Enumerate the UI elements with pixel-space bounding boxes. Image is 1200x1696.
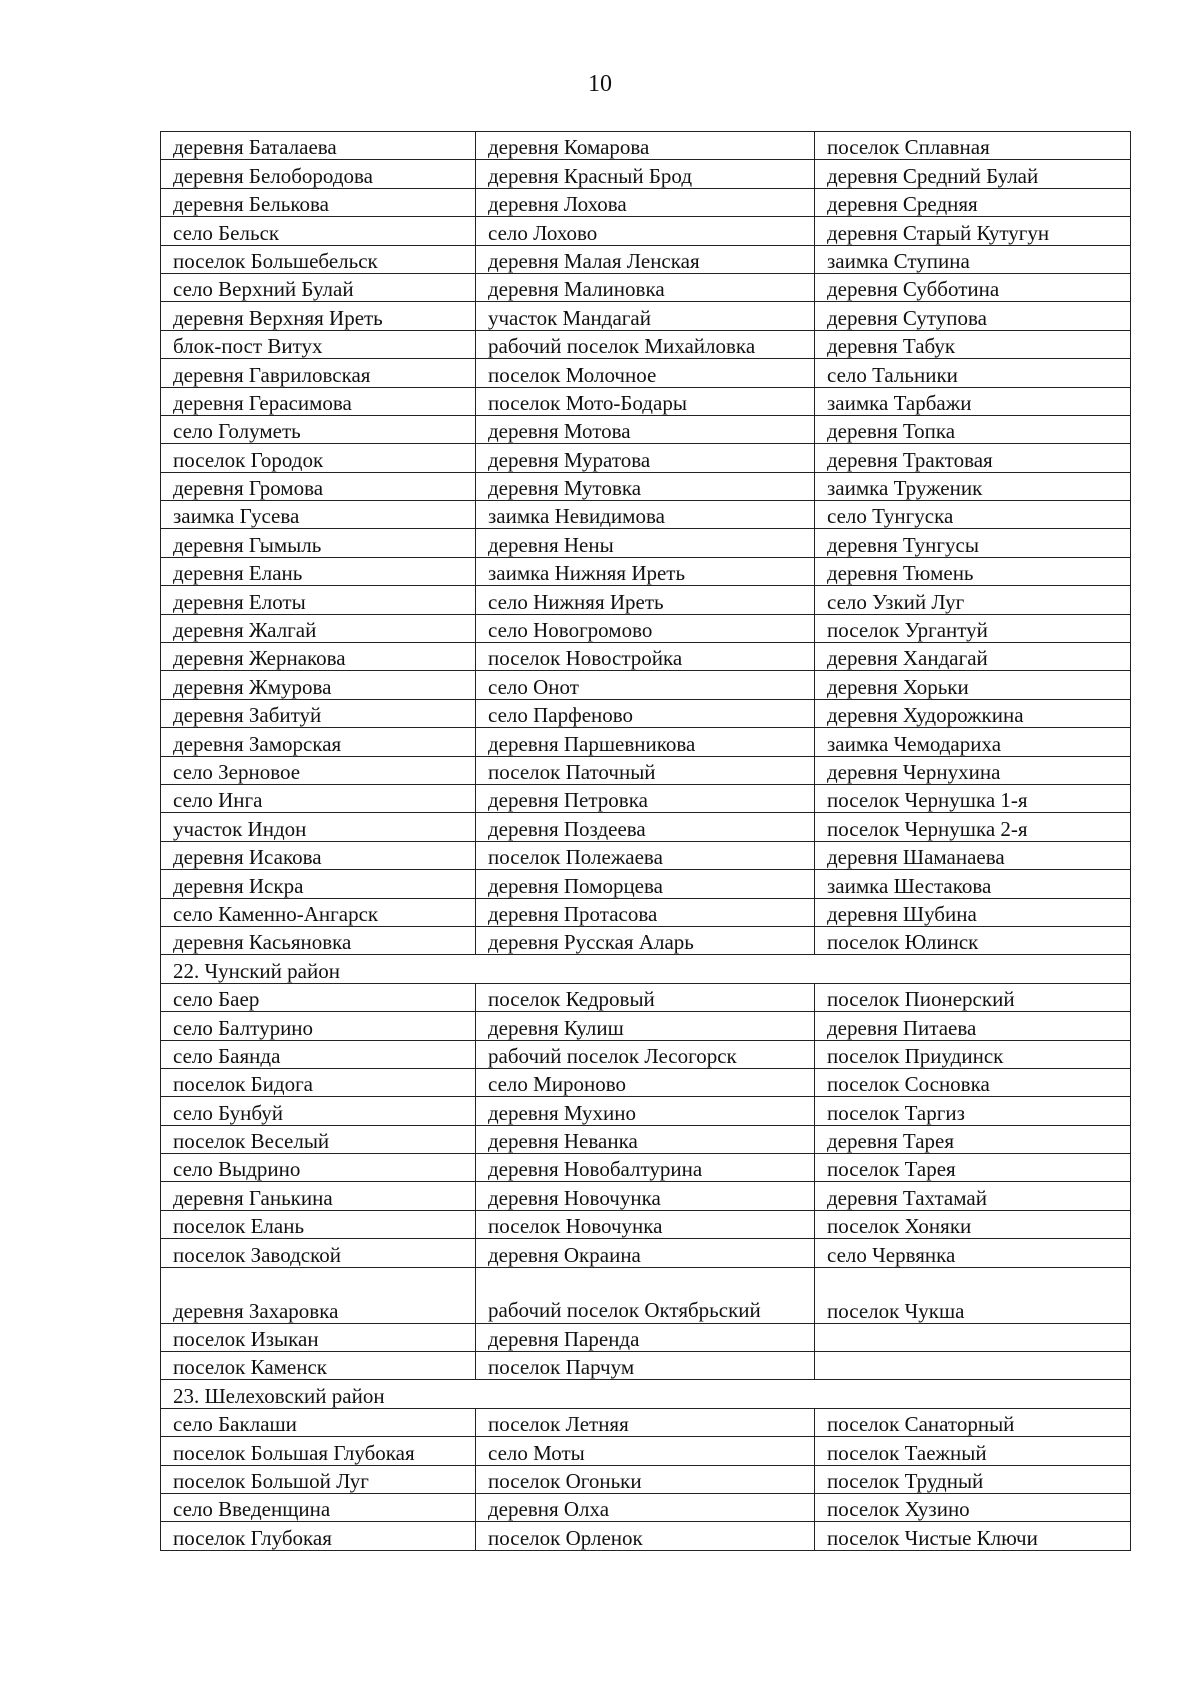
- settlement-cell: деревня Жмурова: [161, 671, 476, 699]
- table-row: [161, 1267, 1131, 1323]
- table-row: [161, 529, 1131, 557]
- table-row: [161, 1068, 1131, 1096]
- settlement-cell: село Лохово: [476, 217, 815, 245]
- settlement-cell: деревня Хандагай: [815, 643, 1131, 671]
- settlement-cell: поселок Хоняки: [815, 1210, 1131, 1238]
- settlement-cell: деревня Мотова: [476, 415, 815, 443]
- table-row: [161, 387, 1131, 415]
- settlement-cell: деревня Жалгай: [161, 614, 476, 642]
- settlement-cell: поселок Таежный: [815, 1437, 1131, 1465]
- settlement-cell: заимка Тарбажи: [815, 387, 1131, 415]
- settlements-table: [160, 131, 1131, 1551]
- settlement-cell: деревня Окраина: [476, 1239, 815, 1267]
- settlement-cell: село Зерновое: [161, 756, 476, 784]
- table-row: [161, 1522, 1131, 1550]
- settlement-cell: село Парфеново: [476, 699, 815, 727]
- settlement-cell: поселок Чернушка 1-я: [815, 784, 1131, 812]
- settlement-cell: село Мироново: [476, 1068, 815, 1096]
- settlement-cell: деревня Хорьки: [815, 671, 1131, 699]
- table-row: [161, 756, 1131, 784]
- table-row: [161, 501, 1131, 529]
- table-row: [161, 1210, 1131, 1238]
- settlement-cell: деревня Тарея: [815, 1125, 1131, 1153]
- settlement-cell: деревня Касьяновка: [161, 926, 476, 954]
- settlement-cell: деревня Баталаева: [161, 132, 476, 160]
- table-row: [161, 1437, 1131, 1465]
- settlement-cell: заимка Нижняя Иреть: [476, 557, 815, 585]
- table-row: [161, 302, 1131, 330]
- settlement-cell: поселок Чернушка 2-я: [815, 813, 1131, 841]
- settlement-cell: деревня Табук: [815, 330, 1131, 358]
- settlement-cell: поселок Тарея: [815, 1154, 1131, 1182]
- settlement-cell: заимка Чемодариха: [815, 728, 1131, 756]
- district-title: 22. Чунский район: [161, 955, 1131, 983]
- table-row: [161, 870, 1131, 898]
- settlement-cell: поселок Юлинск: [815, 926, 1131, 954]
- settlement-cell: [815, 1352, 1131, 1380]
- settlement-cell: поселок Глубокая: [161, 1522, 476, 1550]
- settlement-cell: деревня Исакова: [161, 841, 476, 869]
- settlement-cell: деревня Чернухина: [815, 756, 1131, 784]
- settlement-cell: рабочий поселок Михайловка: [476, 330, 815, 358]
- settlement-cell: деревня Старый Кутугун: [815, 217, 1131, 245]
- settlement-cell: деревня Худорожкина: [815, 699, 1131, 727]
- table-row: [161, 1125, 1131, 1153]
- table-row: [161, 926, 1131, 954]
- table-row: [161, 472, 1131, 500]
- settlement-cell: деревня Средняя: [815, 188, 1131, 216]
- settlement-cell: заимка Шестакова: [815, 870, 1131, 898]
- settlement-cell: деревня Муратова: [476, 444, 815, 472]
- settlement-cell: поселок Паточный: [476, 756, 815, 784]
- settlement-cell: поселок Трудный: [815, 1465, 1131, 1493]
- table-row: [161, 699, 1131, 727]
- settlement-cell: село Введенщина: [161, 1493, 476, 1521]
- settlement-cell: поселок Городок: [161, 444, 476, 472]
- settlement-cell: поселок Молочное: [476, 359, 815, 387]
- settlement-cell: село Бельск: [161, 217, 476, 245]
- settlement-cell: [815, 1323, 1131, 1351]
- table-row: [161, 330, 1131, 358]
- settlement-cell: поселок Большая Глубокая: [161, 1437, 476, 1465]
- settlement-cell: село Балтурино: [161, 1012, 476, 1040]
- settlement-cell: село Тунгуска: [815, 501, 1131, 529]
- settlement-cell: деревня Забитуй: [161, 699, 476, 727]
- settlement-cell: деревня Заморская: [161, 728, 476, 756]
- table-row: [161, 643, 1131, 671]
- settlement-cell: деревня Искра: [161, 870, 476, 898]
- settlement-cell: деревня Олха: [476, 1493, 815, 1521]
- table-row: [161, 671, 1131, 699]
- settlement-cell: деревня Питаева: [815, 1012, 1131, 1040]
- settlement-cell: блок-пост Витух: [161, 330, 476, 358]
- district-header-row: [161, 1380, 1131, 1408]
- settlement-cell: деревня Тахтамай: [815, 1182, 1131, 1210]
- settlement-cell: поселок Приудинск: [815, 1040, 1131, 1068]
- table-row: [161, 1352, 1131, 1380]
- settlement-cell: поселок Новочунка: [476, 1210, 815, 1238]
- settlement-cell: поселок Огоньки: [476, 1465, 815, 1493]
- table-row: [161, 614, 1131, 642]
- table-row: [161, 1154, 1131, 1182]
- settlement-cell: деревня Поздеева: [476, 813, 815, 841]
- district-header-row: [161, 955, 1131, 983]
- table-row: [161, 841, 1131, 869]
- settlement-cell: поселок Летняя: [476, 1408, 815, 1436]
- settlement-cell: село Узкий Луг: [815, 586, 1131, 614]
- settlement-cell: заимка Гусева: [161, 501, 476, 529]
- settlement-cell: деревня Малая Ленская: [476, 245, 815, 273]
- table-row: [161, 557, 1131, 585]
- settlement-cell: деревня Кулиш: [476, 1012, 815, 1040]
- table-row: [161, 898, 1131, 926]
- table-row: [161, 1012, 1131, 1040]
- settlement-cell: поселок Бидога: [161, 1068, 476, 1096]
- settlement-cell: поселок Сосновка: [815, 1068, 1131, 1096]
- settlement-cell: деревня Паренда: [476, 1323, 815, 1351]
- settlement-cell: село Инга: [161, 784, 476, 812]
- table-row: [161, 1040, 1131, 1068]
- settlement-cell: участок Индон: [161, 813, 476, 841]
- settlement-cell: деревня Жернакова: [161, 643, 476, 671]
- settlement-cell: поселок Сплавная: [815, 132, 1131, 160]
- table-row: [161, 586, 1131, 614]
- settlement-cell: деревня Комарова: [476, 132, 815, 160]
- settlement-cell: поселок Веселый: [161, 1125, 476, 1153]
- table-row: [161, 359, 1131, 387]
- table-body: [161, 132, 1131, 1551]
- settlement-cell: село Новогромово: [476, 614, 815, 642]
- settlement-cell: деревня Топка: [815, 415, 1131, 443]
- settlement-cell: деревня Новобалтурина: [476, 1154, 815, 1182]
- table-row: [161, 132, 1131, 160]
- settlement-cell: поселок Таргиз: [815, 1097, 1131, 1125]
- settlement-cell: деревня Гавриловская: [161, 359, 476, 387]
- settlement-cell: деревня Паршевникова: [476, 728, 815, 756]
- settlement-cell: село Каменно-Ангарск: [161, 898, 476, 926]
- table-row: [161, 188, 1131, 216]
- settlement-cell: деревня Неванка: [476, 1125, 815, 1153]
- settlement-cell: деревня Громова: [161, 472, 476, 500]
- settlement-cell: село Нижняя Иреть: [476, 586, 815, 614]
- table-row: [161, 444, 1131, 472]
- settlement-cell: заимка Ступина: [815, 245, 1131, 273]
- settlement-cell: рабочий поселок Октябрьский: [476, 1267, 815, 1323]
- settlement-cell: поселок Заводской: [161, 1239, 476, 1267]
- settlement-cell: деревня Елань: [161, 557, 476, 585]
- table-row: [161, 784, 1131, 812]
- settlement-cell: поселок Орленок: [476, 1522, 815, 1550]
- settlement-cell: деревня Нены: [476, 529, 815, 557]
- table-row: [161, 728, 1131, 756]
- settlement-cell: село Червянка: [815, 1239, 1131, 1267]
- settlement-cell: рабочий поселок Лесогорск: [476, 1040, 815, 1068]
- settlement-cell: деревня Петровка: [476, 784, 815, 812]
- settlement-cell: поселок Кедровый: [476, 983, 815, 1011]
- settlement-cell: поселок Большой Луг: [161, 1465, 476, 1493]
- settlement-cell: деревня Захаровка: [161, 1267, 476, 1323]
- settlement-cell: поселок Ургантуй: [815, 614, 1131, 642]
- settlement-cell: деревня Тунгусы: [815, 529, 1131, 557]
- settlement-cell: заимка Труженик: [815, 472, 1131, 500]
- settlement-cell: село Тальники: [815, 359, 1131, 387]
- settlement-cell: село Верхний Булай: [161, 273, 476, 301]
- settlement-cell: деревня Шубина: [815, 898, 1131, 926]
- settlement-cell: деревня Русская Аларь: [476, 926, 815, 954]
- table-row: [161, 217, 1131, 245]
- settlement-cell: село Баклаши: [161, 1408, 476, 1436]
- settlement-cell: поселок Изыкан: [161, 1323, 476, 1351]
- table-row: [161, 1182, 1131, 1210]
- settlement-cell: село Баер: [161, 983, 476, 1011]
- settlement-cell: деревня Поморцева: [476, 870, 815, 898]
- settlement-cell: деревня Мутовка: [476, 472, 815, 500]
- settlement-cell: поселок Парчум: [476, 1352, 815, 1380]
- settlement-cell: деревня Новочунка: [476, 1182, 815, 1210]
- settlement-cell: деревня Шаманаева: [815, 841, 1131, 869]
- settlement-cell: деревня Лохова: [476, 188, 815, 216]
- settlement-cell: поселок Полежаева: [476, 841, 815, 869]
- district-title: 23. Шелеховский район: [161, 1380, 1131, 1408]
- settlement-cell: деревня Белькова: [161, 188, 476, 216]
- settlement-cell: село Онот: [476, 671, 815, 699]
- table-row: [161, 1408, 1131, 1436]
- settlement-cell: поселок Пионерский: [815, 983, 1131, 1011]
- settlement-cell: село Баянда: [161, 1040, 476, 1068]
- settlement-cell: деревня Субботина: [815, 273, 1131, 301]
- settlement-cell: поселок Елань: [161, 1210, 476, 1238]
- settlement-cell: поселок Большебельск: [161, 245, 476, 273]
- settlement-cell: деревня Герасимова: [161, 387, 476, 415]
- settlement-cell: поселок Санаторный: [815, 1408, 1131, 1436]
- settlement-cell: деревня Елоты: [161, 586, 476, 614]
- settlement-cell: деревня Ганькина: [161, 1182, 476, 1210]
- table-row: [161, 1493, 1131, 1521]
- table-row: [161, 415, 1131, 443]
- table-row: [161, 1323, 1131, 1351]
- settlement-cell: село Бунбуй: [161, 1097, 476, 1125]
- settlement-cell: деревня Малиновка: [476, 273, 815, 301]
- settlement-cell: деревня Верхняя Иреть: [161, 302, 476, 330]
- settlement-cell: деревня Мухино: [476, 1097, 815, 1125]
- settlement-cell: поселок Каменск: [161, 1352, 476, 1380]
- settlement-cell: заимка Невидимова: [476, 501, 815, 529]
- settlement-cell: поселок Мото-Бодары: [476, 387, 815, 415]
- settlement-cell: село Голуметь: [161, 415, 476, 443]
- settlement-cell: деревня Протасова: [476, 898, 815, 926]
- table-row: [161, 1239, 1131, 1267]
- settlement-cell: поселок Новостройка: [476, 643, 815, 671]
- settlement-cell: поселок Хузино: [815, 1493, 1131, 1521]
- settlement-cell: деревня Сутупова: [815, 302, 1131, 330]
- table-row: [161, 273, 1131, 301]
- settlement-cell: деревня Трактовая: [815, 444, 1131, 472]
- settlement-cell: село Моты: [476, 1437, 815, 1465]
- table-row: [161, 160, 1131, 188]
- table-row: [161, 1097, 1131, 1125]
- table-row: [161, 813, 1131, 841]
- settlement-cell: участок Мандагай: [476, 302, 815, 330]
- table-row: [161, 1465, 1131, 1493]
- settlement-cell: деревня Тюмень: [815, 557, 1131, 585]
- page-number: 10: [588, 71, 612, 97]
- settlement-cell: село Выдрино: [161, 1154, 476, 1182]
- settlement-cell: деревня Средний Булай: [815, 160, 1131, 188]
- settlement-cell: деревня Красный Брод: [476, 160, 815, 188]
- settlement-cell: деревня Белобородова: [161, 160, 476, 188]
- table-row: [161, 245, 1131, 273]
- table-row: [161, 983, 1131, 1011]
- settlement-cell: поселок Чистые Ключи: [815, 1522, 1131, 1550]
- settlement-cell: поселок Чукша: [815, 1267, 1131, 1323]
- settlement-cell: деревня Гымыль: [161, 529, 476, 557]
